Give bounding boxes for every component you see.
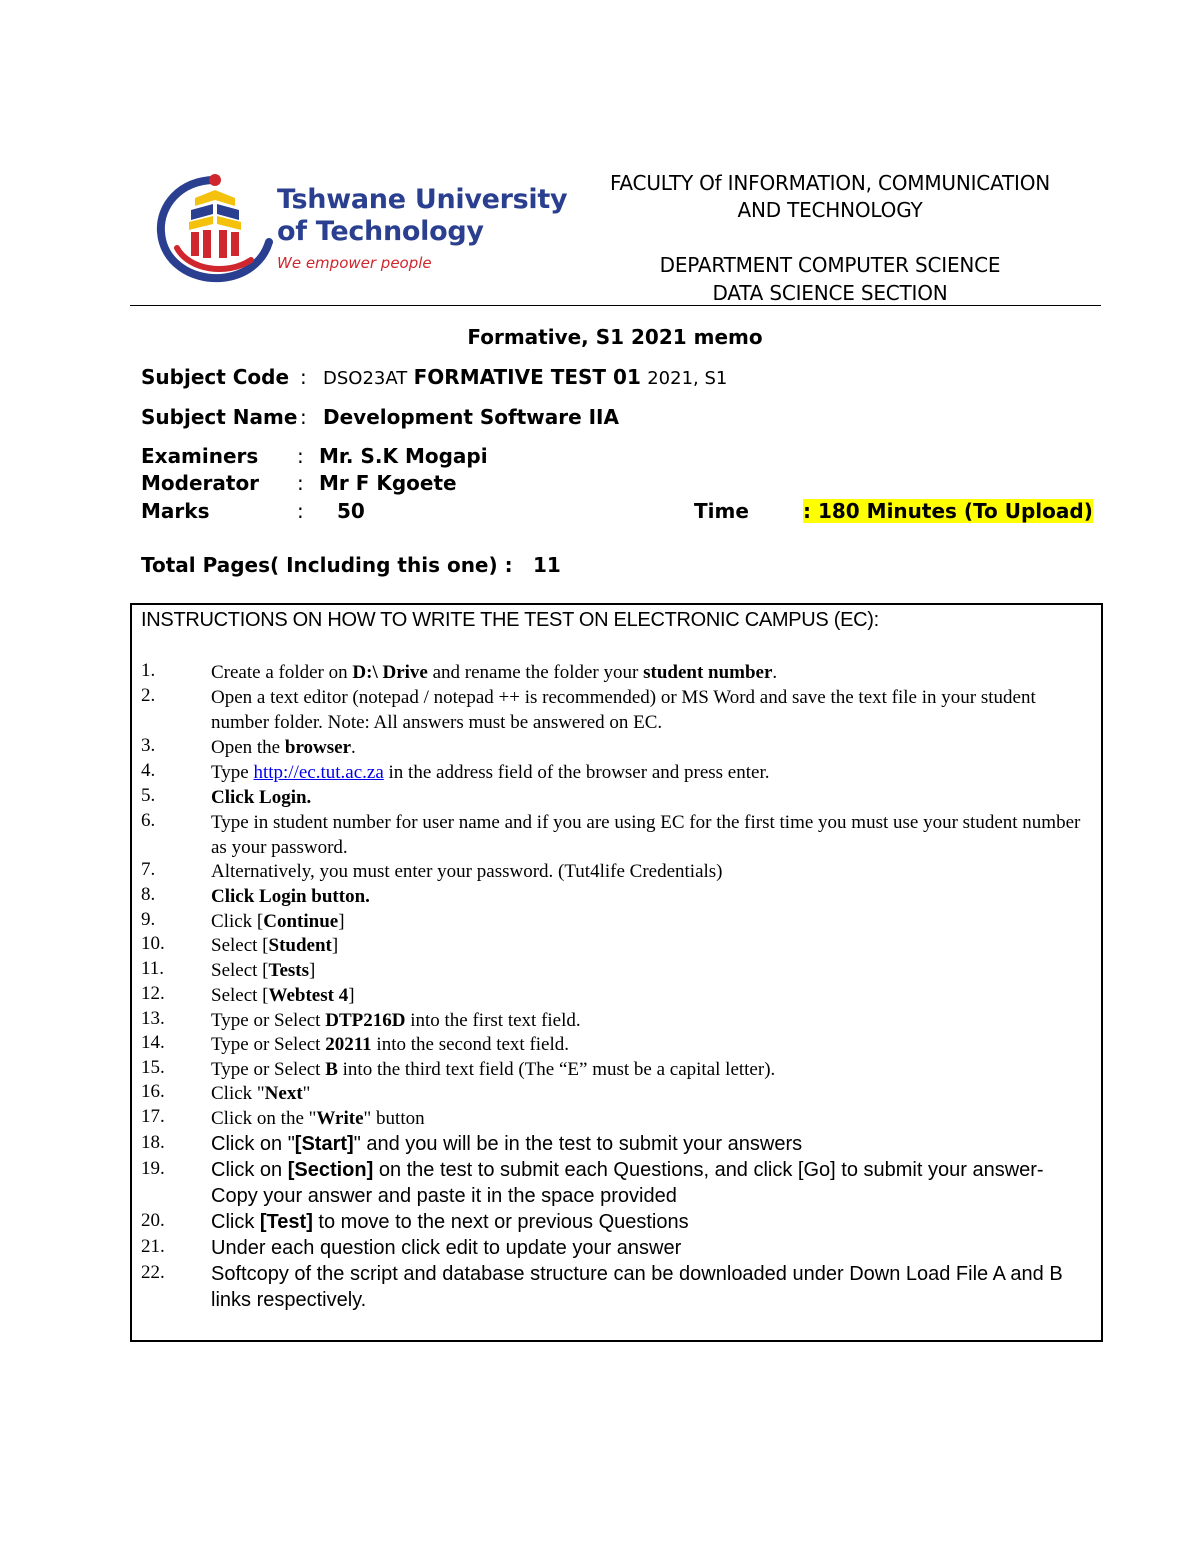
step-fragment: Click " bbox=[211, 1083, 265, 1104]
step-fragment: Softcopy of the script and database structure can be downloaded under Down Load File A and B links respectively. bbox=[211, 1263, 1063, 1311]
ec-link[interactable]: http://ec.tut.ac.za bbox=[253, 762, 384, 783]
step-fragment: on the test to submit each Questions, and click [Go] to submit your answer- Copy your answer and paste it in the space provided bbox=[211, 1159, 1044, 1207]
moderator-label: Moderator bbox=[141, 471, 260, 495]
step-number: 17. bbox=[141, 1106, 165, 1127]
step-text bbox=[211, 1131, 1091, 1157]
step-fragment: Select [ bbox=[211, 985, 269, 1006]
step-number: 22. bbox=[141, 1262, 165, 1283]
subject-code-value bbox=[323, 365, 727, 389]
moderator-value: Mr F Kgoete bbox=[319, 471, 457, 495]
step-number: 1. bbox=[141, 660, 156, 681]
step-fragment: Click on bbox=[211, 1159, 288, 1181]
step-emphasis: Tests bbox=[268, 960, 309, 981]
step-fragment: into the third text field (The “E” must be a capital letter). bbox=[337, 1059, 776, 1080]
subject-code-label: Subject Code bbox=[141, 365, 290, 389]
subject-code: DSO23AT bbox=[323, 368, 408, 389]
step-emphasis: [Test] bbox=[259, 1211, 313, 1233]
step-text bbox=[211, 1057, 1091, 1082]
step-fragment: Create a folder on bbox=[211, 662, 353, 683]
step-text bbox=[211, 909, 1091, 934]
faculty-line-1: FACULTY Of INFORMATION, COMMUNICATION bbox=[609, 171, 1051, 195]
header-divider bbox=[130, 305, 1101, 306]
step-fragment: Alternatively, you must enter your password. (Tut4life Credentials) bbox=[211, 861, 723, 882]
test-period: 2021, S1 bbox=[647, 368, 728, 389]
step-fragment: Click [ bbox=[211, 911, 264, 932]
logo-tagline: We empower people bbox=[277, 254, 432, 272]
step-text bbox=[211, 933, 1091, 958]
time-value-text: : 180 Minutes (To Upload) bbox=[803, 499, 1093, 523]
step-number: 6. bbox=[141, 810, 156, 831]
step-fragment: Click bbox=[211, 1211, 260, 1233]
instructions-title: INSTRUCTIONS ON HOW TO WRITE THE TEST ON ELECTRONIC CAMPUS (EC): bbox=[141, 609, 879, 631]
step-number: 12. bbox=[141, 983, 165, 1004]
step-fragment: Click on " bbox=[211, 1133, 295, 1155]
colon: : bbox=[300, 405, 307, 429]
document-title: Formative, S1 2021 memo bbox=[467, 325, 763, 349]
step-fragment: Click on the " bbox=[211, 1108, 317, 1129]
test-name: FORMATIVE TEST 01 bbox=[413, 365, 641, 389]
marks-label: Marks bbox=[141, 499, 210, 523]
tut-emblem-icon bbox=[155, 166, 275, 284]
step-fragment: into the second text field. bbox=[371, 1034, 570, 1055]
step-fragment: and rename the folder your bbox=[427, 662, 644, 683]
step-fragment: ] bbox=[348, 985, 355, 1006]
step-text bbox=[211, 1209, 1091, 1235]
step-text bbox=[211, 810, 1091, 860]
total-pages-value: 11 bbox=[533, 553, 561, 577]
step-fragment: Type or Select bbox=[211, 1059, 326, 1080]
colon: : bbox=[297, 499, 304, 523]
step-fragment: ] bbox=[338, 911, 345, 932]
colon: : bbox=[297, 471, 304, 495]
step-fragment: Under each question click edit to update your answer bbox=[211, 1237, 682, 1259]
step-text bbox=[211, 1235, 1091, 1261]
step-emphasis: Click Login button. bbox=[211, 886, 370, 907]
step-text bbox=[211, 785, 1091, 810]
step-number: 20. bbox=[141, 1210, 165, 1231]
step-number: 7. bbox=[141, 859, 156, 880]
step-emphasis: [Section] bbox=[287, 1159, 374, 1181]
step-emphasis: B bbox=[325, 1059, 338, 1080]
step-fragment: Type or Select bbox=[211, 1034, 326, 1055]
step-emphasis: browser bbox=[284, 737, 352, 758]
step-text bbox=[211, 1081, 1091, 1106]
step-number: 14. bbox=[141, 1032, 165, 1053]
step-emphasis: Student bbox=[268, 935, 332, 956]
step-emphasis: Next bbox=[264, 1083, 303, 1104]
step-fragment: . bbox=[772, 662, 778, 683]
step-number: 15. bbox=[141, 1057, 165, 1078]
step-text bbox=[211, 735, 1091, 760]
examiners-value: Mr. S.K Mogapi bbox=[319, 444, 488, 468]
faculty-line-2: AND TECHNOLOGY bbox=[737, 198, 923, 222]
step-number: 3. bbox=[141, 735, 156, 756]
logo-name-line1: Tshwane University bbox=[277, 184, 568, 215]
step-text bbox=[211, 660, 1091, 685]
logo-name-line2: of Technology bbox=[277, 216, 484, 247]
step-fragment: Select [ bbox=[211, 935, 269, 956]
step-fragment: to move to the next or previous Questions bbox=[312, 1211, 689, 1233]
step-fragment: Open the bbox=[211, 737, 285, 758]
step-fragment: Select [ bbox=[211, 960, 269, 981]
step-emphasis: D:\ Drive bbox=[352, 662, 428, 683]
step-number: 19. bbox=[141, 1158, 165, 1179]
step-fragment: " and you will be in the test to submit your answers bbox=[353, 1133, 803, 1155]
step-fragment: Type or Select bbox=[211, 1010, 326, 1031]
step-number: 2. bbox=[141, 685, 156, 706]
step-emphasis: Webtest 4 bbox=[268, 985, 349, 1006]
step-number: 18. bbox=[141, 1132, 165, 1153]
step-emphasis: Continue bbox=[263, 911, 339, 932]
colon: : bbox=[297, 444, 304, 468]
time-label: Time bbox=[694, 499, 749, 523]
examiners-label: Examiners bbox=[141, 444, 259, 468]
marks-value: 50 bbox=[337, 499, 365, 523]
step-emphasis: 20211 bbox=[325, 1034, 372, 1055]
step-number: 16. bbox=[141, 1081, 165, 1102]
step-text bbox=[211, 685, 1091, 735]
step-number: 5. bbox=[141, 785, 156, 806]
step-number: 9. bbox=[141, 909, 156, 930]
university-logo bbox=[155, 166, 568, 284]
step-fragment: Open a text editor (notepad / notepad ++ is recommended) or MS Word and save the text file in your student number folder. Note: All answers must be answered on EC. bbox=[211, 687, 1036, 733]
step-fragment: Type bbox=[211, 762, 254, 783]
step-fragment: " bbox=[302, 1083, 311, 1104]
step-fragment: into the first text field. bbox=[405, 1010, 581, 1031]
step-text bbox=[211, 983, 1091, 1008]
step-fragment: ] bbox=[309, 960, 316, 981]
step-fragment: Type in student number for user name and if you are using EC for the first time you must use your student number as your password. bbox=[211, 812, 1081, 858]
step-number: 13. bbox=[141, 1008, 165, 1029]
time-value bbox=[803, 499, 1093, 523]
step-text bbox=[211, 1106, 1091, 1131]
section-name: DATA SCIENCE SECTION bbox=[712, 281, 948, 305]
step-text bbox=[211, 1032, 1091, 1057]
step-text bbox=[211, 1261, 1091, 1313]
step-number: 8. bbox=[141, 884, 156, 905]
subject-name-value: Development Software IIA bbox=[323, 405, 619, 429]
total-pages-label: Total Pages( Including this one) : bbox=[141, 553, 513, 577]
step-emphasis: [Start] bbox=[294, 1133, 354, 1155]
department-name: DEPARTMENT COMPUTER SCIENCE bbox=[659, 253, 1001, 277]
step-emphasis: Write bbox=[316, 1108, 364, 1129]
step-number: 4. bbox=[141, 760, 156, 781]
step-emphasis: DTP216D bbox=[325, 1010, 406, 1031]
step-fragment: ] bbox=[331, 935, 339, 956]
step-text bbox=[211, 958, 1091, 983]
step-number: 10. bbox=[141, 933, 165, 954]
step-fragment: in the address field of the browser and press enter. bbox=[383, 762, 770, 783]
step-fragment: " button bbox=[363, 1108, 425, 1129]
step-text bbox=[211, 1157, 1091, 1209]
subject-name-label: Subject Name bbox=[141, 405, 298, 429]
step-number: 21. bbox=[141, 1236, 165, 1257]
step-emphasis: Click Login. bbox=[211, 787, 312, 808]
step-emphasis: student number bbox=[643, 662, 773, 683]
colon: : bbox=[300, 365, 307, 389]
step-text bbox=[211, 884, 1091, 909]
step-text bbox=[211, 1008, 1091, 1033]
step-fragment: . bbox=[351, 737, 356, 758]
step-number: 11. bbox=[141, 958, 165, 979]
step-text bbox=[211, 859, 1091, 884]
step-text bbox=[211, 760, 1091, 785]
